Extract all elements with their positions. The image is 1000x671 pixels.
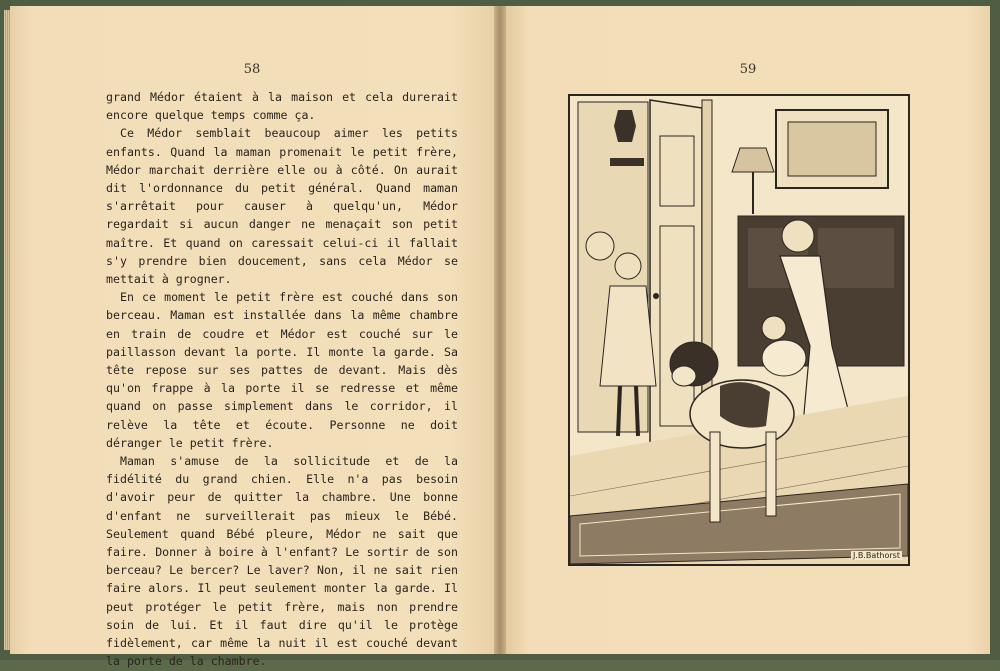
right-page: [506, 6, 990, 654]
paragraph-1: grand Médor étaient à la maison et cela durerait encore quelque temps comme ça.: [106, 90, 458, 123]
right-page-number: 59: [739, 62, 757, 77]
illustration: [568, 94, 910, 566]
left-page-number: 58: [243, 62, 261, 77]
paragraph-2: Ce Médor semblait beaucoup aimer les petits enfants. Quand la maman promenait le petit frère, Médor marchait derrière elle ou à côté. On aurait dit l'ordonnance du petit général. Quand maman s'arrêtait pour causer à quelqu'un, Médor regardait si aucun danger ne menaçait son petit maître. Et quand on caressait celui-ci il fallait s'y prendre bien doucement, sans cela Médor se mettait à grogner.: [106, 126, 458, 287]
illustration-drawing: [570, 96, 908, 564]
paragraph-4: Maman s'amuse de la sollicitude et de la fidélité du grand chien. Elle n'a pas besoin d'avoir peur de quitter la chambre. Une bonne d'enfant ne surveillerait pas mieux le Bébé. Seulement quand Bébé pleure, Médor ne sait que faire. Donner à boire à l'enfant? Le sortir de son berceau? Le bercer? Le laver? Non, il ne sait rien faire alors. Il peut seulement monter la garde. Il peut protéger le petit frère, mais non prendre soin de lui. Et il faut dire qu'il le protège fidèlement, car même la nuit il est couché devant la porte de la chambre.: [106, 454, 458, 669]
paragraph-3: En ce moment le petit frère est couché dans son berceau. Maman est installée dans la même chambre en train de coudre et Médor est couché sur le paillasson devant la porte. Il monte la garde. Sa tête repose sur ses pattes de devant. Mais dès qu'on frappe à la porte il se redresse et même quand on passe simplement dans le corridor, il relève la tête et écoute. Personne ne doit déranger le petit frère.: [106, 290, 458, 450]
left-page-text: [106, 88, 458, 671]
illustrator-signature: J.B.Bathorst: [852, 551, 900, 560]
left-page: [10, 6, 494, 669]
book-gutter: [494, 6, 506, 654]
